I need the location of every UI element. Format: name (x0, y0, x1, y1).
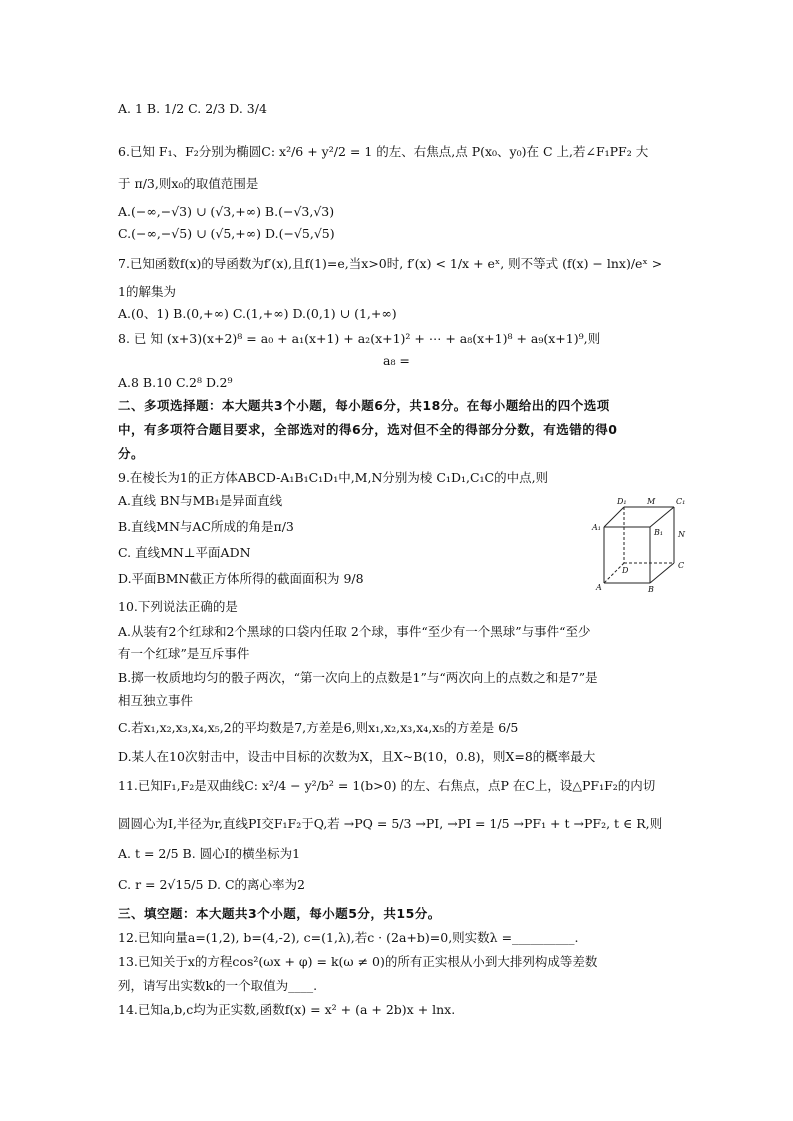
q9-option-a: A.直线 BN与MB₁是异面直线 (118, 493, 283, 508)
q8-stem: 8. 已 知 (x+3)(x+2)⁸ = a₀ + a₁(x+1) + a₂(x+1)² + ⋯ + a₈(x+1)⁸ + a₉(x+1)⁹,则 (118, 331, 601, 346)
q6-stem-cont: 于 π/3,则x₀的取值范围是 (118, 176, 259, 191)
q9-option-c: C. 直线MN⊥平面ADN (118, 545, 251, 560)
q6-options-cd: C.(−∞,−√5) ∪ (√5,+∞) D.(−√5,√5) (118, 226, 335, 241)
section2-heading-cont: 中，有多项符合题目要求，全部选对的得6分，选对但不全的得部分分数，有选错的得0 (118, 422, 618, 437)
cube-edge (650, 563, 674, 583)
cube-edge (650, 507, 674, 527)
q6-options-ab: A.(−∞,−√3) ∪ (√3,+∞) B.(−√3,√3) (118, 204, 335, 219)
q14-stem: 14.已知a,b,c均为正实数,函数f(x) = x² + (a + 2b)x + lnx. (118, 1002, 456, 1017)
q7-stem: 7.已知函数f(x)的导函数为f′(x),且f(1)=e,当x>0时, f′(x) < 1/x + eˣ, 则不等式 (f(x) − lnx)/eˣ > (118, 256, 663, 271)
cube-hidden-edge (604, 563, 624, 583)
cube-label-a1: A₁ (592, 523, 601, 532)
q5-options: A. 1 B. 1/2 C. 2/3 D. 3/4 (118, 101, 267, 116)
cube-label-c1: C₁ (676, 497, 686, 506)
q10-stem: 10.下列说法正确的是 (118, 599, 238, 614)
cube-label-a: A (596, 583, 602, 592)
section2-heading: 二、多项选择题：本大题共3个小题，每小题6分，共18分。在每小题给出的四个选项 (118, 398, 610, 413)
q8-stem-cont: a₈ = (383, 353, 410, 368)
q11-stem: 11.已知F₁,F₂是双曲线C: x²/4 − y²/b² = 1(b>0) 的左、右焦点，点P 在C上，设△PF₁F₂的内切 (118, 778, 656, 793)
q9-option-d: D.平面BMN截正方体所得的截面面积为 9/8 (118, 571, 364, 586)
cube-label-d1: D₁ (617, 497, 627, 506)
q11-stem-cont: 圆圆心为I,半径为r,直线PI交F₁F₂于Q,若 →PQ = 5/3 →PI, →PI = 1/5 →PF₁ + t →PF₂, t ∈ R,则 (118, 816, 663, 831)
q13-stem: 13.已知关于x的方程cos²(ωx + φ) = k(ω ≠ 0)的所有正实根从小到大排列构成等差数 (118, 954, 598, 969)
cube-edge (604, 507, 624, 527)
q10-option-a: A.从装有2个红球和2个黑球的口袋内任取 2个球，事件“至少有一个黑球”与事件“至少 (118, 624, 591, 639)
q9-stem: 9.在棱长为1的正方体ABCD-A₁B₁C₁D₁中,M,N分别为棱 C₁D₁,C₁C的中点,则 (118, 470, 549, 485)
q10-option-d: D.某人在10次射击中，设击中目标的次数为X，且X~B(10，0.8)，则X=8的概率最大 (118, 749, 596, 764)
cube-label-b1: B₁ (654, 528, 664, 537)
q10-option-b-cont: 相互独立事件 (118, 693, 194, 708)
q10-option-b: B.掷一枚质地均匀的骰子两次，“第一次向上的点数是1”与“两次向上的点数之和是7”是 (118, 670, 598, 685)
q12-stem: 12.已知向量a=(1,2), b=(4,-2), c=(1,λ),若c · (2a+b)=0,则实数λ =__________. (118, 930, 579, 945)
q7-stem-cont: 1的解集为 (118, 284, 176, 299)
cube-label-b: B (648, 585, 654, 593)
q6-stem: 6.已知 F₁、F₂分别为椭圆C: x²/6 + y²/2 = 1 的左、右焦点,点 P(x₀、y₀)在 C 上,若∠F₁PF₂ 大 (118, 144, 649, 159)
cube-diagram (590, 493, 700, 593)
section3-heading: 三、填空题：本大题共3个小题，每小题5分，共15分。 (118, 906, 441, 921)
cube-label-n: N (678, 530, 685, 539)
section2-heading-end: 分。 (118, 446, 145, 461)
cube-label-m: M (647, 497, 656, 506)
q11-options-cd: C. r = 2√15/5 D. C的离心率为2 (118, 877, 305, 892)
q11-options-ab: A. t = 2/5 B. 圆心I的横坐标为1 (118, 846, 301, 861)
q10-option-a-cont: 有一个红球”是互斥事件 (118, 646, 250, 661)
q13-stem-cont: 列，请写出实数k的一个取值为____. (118, 978, 318, 993)
cube-label-c: C (678, 561, 685, 570)
q9-option-b: B.直线MN与AC所成的角是π/3 (118, 519, 294, 534)
q8-options: A.8 B.10 C.2⁸ D.2⁹ (118, 375, 233, 390)
q10-option-c: C.若x₁,x₂,x₃,x₄,x₅,2的平均数是7,方差是6,则x₁,x₂,x₃,x₄,x₅的方差是 6/5 (118, 720, 519, 735)
q7-options: A.(0、1) B.(0,+∞) C.(1,+∞) D.(0,1) ∪ (1,+∞) (118, 306, 397, 321)
cube-label-d: D (622, 566, 629, 575)
